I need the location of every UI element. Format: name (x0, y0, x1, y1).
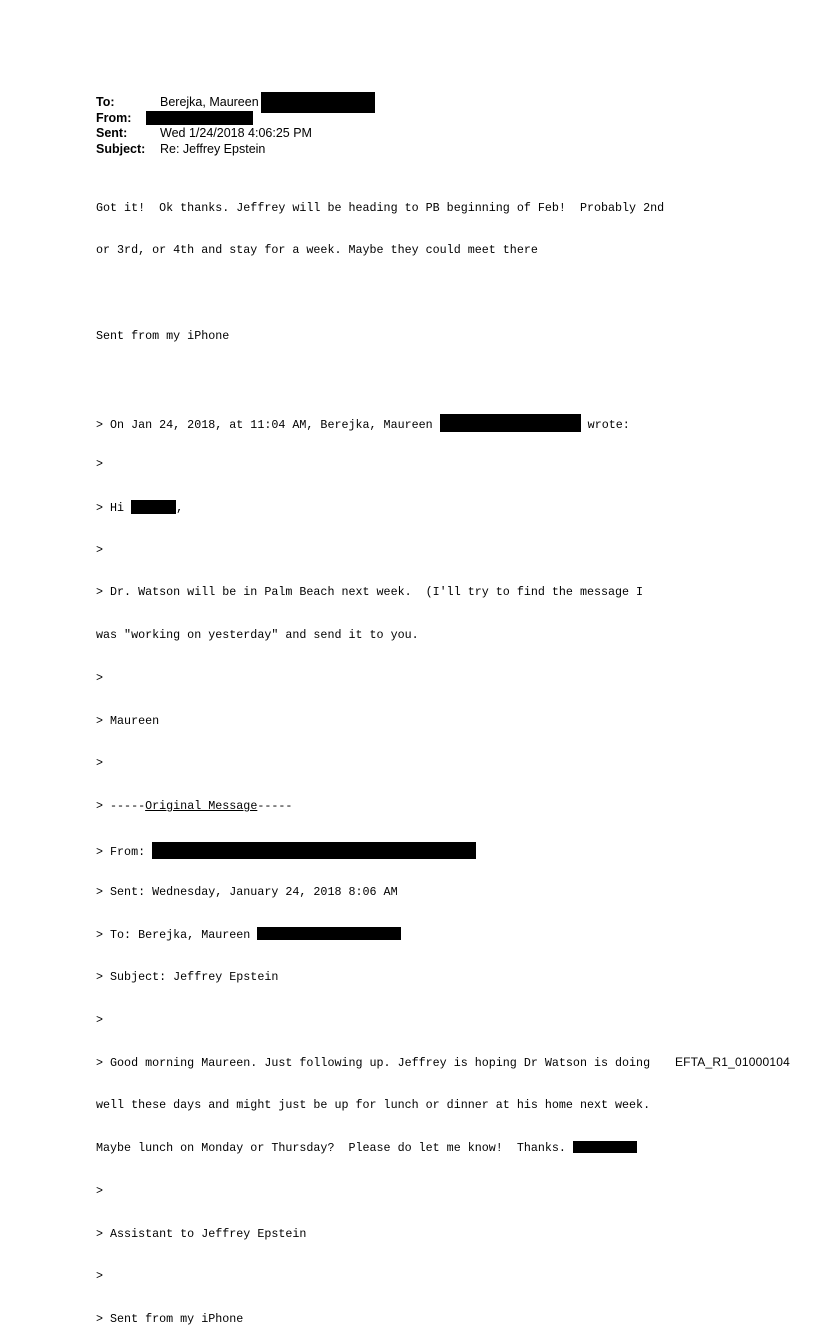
redaction-box (146, 111, 253, 125)
quoted-line: > (96, 1269, 104, 1284)
quoted-line: > Subject: Jeffrey Epstein (96, 970, 279, 984)
subject-label: Subject: (96, 141, 146, 156)
subject-row (96, 142, 375, 158)
redaction-box (152, 842, 476, 859)
redaction-box (573, 1141, 637, 1153)
quoted-line (96, 927, 664, 941)
redaction-box (261, 92, 375, 113)
body-line (96, 372, 664, 386)
quoted-text: > From: (96, 844, 153, 859)
document-id: EFTA_R1_01000104 (674, 1055, 790, 1069)
quoted-text: > On Jan 24, 2018, at 11:04 AM, Berejka, Maureen (96, 418, 440, 433)
quoted-line: was "working on yesterday" and send it to you. (96, 628, 419, 642)
quoted-line: > Sent from my iPhone (96, 1312, 244, 1326)
to-row (96, 95, 375, 111)
quoted-text: ----- (257, 799, 293, 813)
email-body (96, 172, 664, 1341)
quoted-text: , (176, 500, 184, 515)
quoted-line: > (96, 1183, 104, 1198)
quoted-line: > (96, 756, 104, 771)
quoted-line: well these days and might just be up for lunch or dinner at his home next week. (96, 1098, 651, 1113)
quoted-line: > (96, 670, 104, 685)
quoted-line: > (96, 457, 104, 471)
redaction-box (440, 414, 581, 432)
quoted-text: wrote: (580, 418, 630, 433)
quoted-line: > Dr. Watson will be in Palm Beach next week. (I'll try to find the message I (96, 585, 644, 600)
sent-label: Sent: (96, 126, 128, 140)
quoted-text: > To: Berejka, Maureen (96, 928, 258, 943)
sent-row (96, 126, 375, 142)
quoted-line (96, 799, 664, 813)
quoted-text: > ----- (96, 799, 146, 813)
body-line: or 3rd, or 4th and stay for a week. Maybe they could meet there (96, 243, 538, 258)
quoted-line: > (96, 1012, 104, 1027)
body-line: Sent from my iPhone (96, 328, 230, 343)
redaction-box (257, 927, 401, 940)
body-line (96, 286, 664, 300)
body-line: Got it! Ok thanks. Jeffrey will be heading to PB beginning of Feb! Probably 2nd (96, 200, 665, 215)
quoted-line (96, 414, 664, 433)
quoted-line: > Assistant to Jeffrey Epstein (96, 1226, 307, 1241)
quoted-line (96, 842, 664, 859)
to-label: To: (96, 95, 115, 109)
quoted-line (96, 1141, 664, 1155)
quoted-text: > Hi (96, 500, 132, 515)
from-label: From: (96, 110, 132, 125)
original-message-label: Original Message (145, 799, 258, 813)
quoted-line: > Sent: Wednesday, January 24, 2018 8:06 AM (96, 884, 398, 899)
quoted-line: > Good morning Maureen. Just following up. Jeffrey is hoping Dr Watson is doing (96, 1055, 651, 1070)
sent-value: Wed 1/24/2018 4:06:25 PM (160, 126, 312, 140)
quoted-text: Maybe lunch on Monday or Thursday? Please do let me know! Thanks. (96, 1141, 573, 1155)
subject-value: Re: Jeffrey Epstein (160, 141, 266, 156)
quoted-line: > (96, 542, 104, 557)
quoted-line: > Maureen (96, 713, 160, 728)
to-value: Berejka, Maureen (160, 95, 259, 109)
redaction-box (131, 500, 176, 514)
quoted-line (96, 500, 664, 514)
email-header (96, 95, 375, 157)
